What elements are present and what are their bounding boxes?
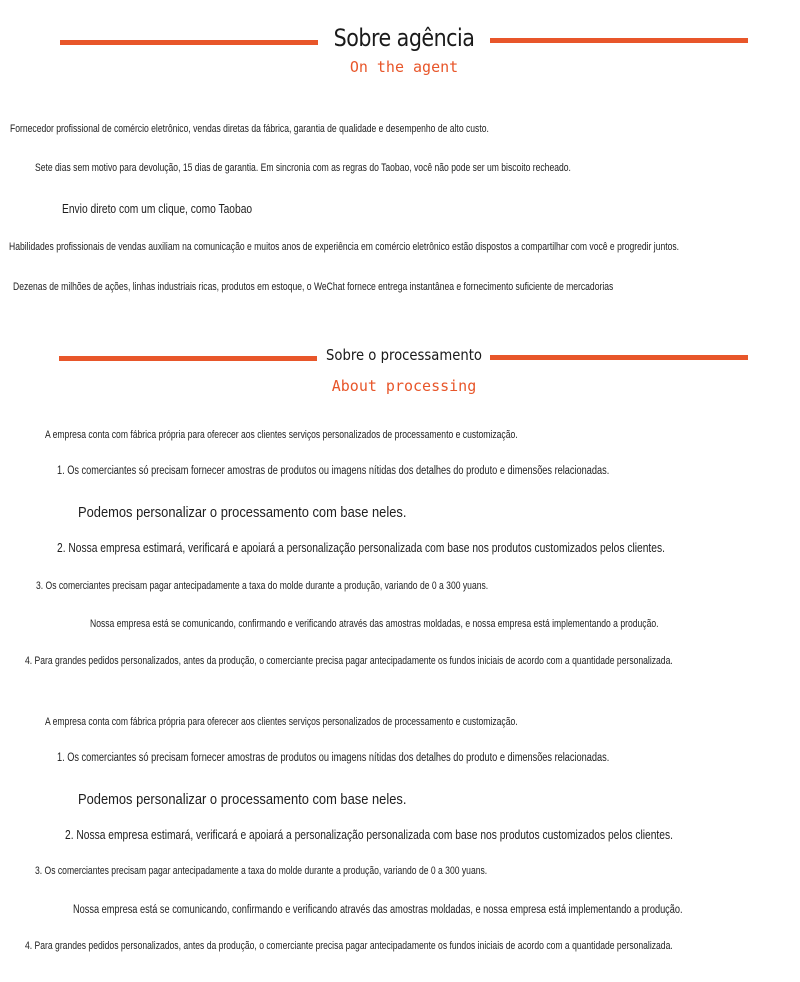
agent-line-5: Dezenas de milhões de ações, linhas industriais ricas, produtos em estoque, o WeChat fornece entrega instantânea e fornecimento suficiente de mercadorias [13,281,614,293]
processing-line: 1. Os comerciantes só precisam fornecer amostras de produtos ou imagens nítidas dos detalhes do produto e dimensões relacionadas. [57,465,610,477]
processing-line: 2. Nossa empresa estimará, verificará e apoiará a personalização personalizada com base nos produtos customizados pelos clientes. [57,541,665,555]
section-header-processing [0,330,800,400]
processing-line: Podemos personalizar o processamento com base neles. [78,791,407,808]
processing-line: Nossa empresa está se comunicando, confirmando e verificando através das amostras moldadas, e nossa empresa está implementando a produção. [73,904,683,916]
processing-line: Nossa empresa está se comunicando, confirmando e verificando através das amostras moldadas, e nossa empresa está implementando a produção. [90,618,659,630]
agent-line-2: Sete dias sem motivo para devolução, 15 dias de garantia. Em sincronia com as regras do Taobao, você não pode ser um biscoito recheado. [35,162,571,174]
agent-line-1: Fornecedor profissional de comércio eletrônico, vendas diretas da fábrica, garantia de qualidade e desempenho de alto custo. [10,123,489,135]
processing-line: 3. Os comerciantes precisam pagar antecipadamente a taxa do molde durante a produção, variando de 0 a 300 yuans. [36,580,489,592]
section-header-agent [0,0,800,90]
processing-line: A empresa conta com fábrica própria para oferecer aos clientes serviços personalizados de processamento e customização. [45,716,518,728]
processing-line: Podemos personalizar o processamento com base neles. [78,504,407,521]
section-subtitle: On the agent [349,58,459,76]
processing-line: 3. Os comerciantes precisam pagar antecipadamente a taxa do molde durante a produção, variando de 0 a 300 yuans. [35,865,488,877]
agent-line-4: Habilidades profissionais de vendas auxiliam na comunicação e muitos anos de experiência em comércio eletrônico estão dispostos a compartilhar com você e progredir juntos. [9,241,680,253]
section-title: Sobre agência [333,24,475,52]
processing-line: 4. Para grandes pedidos personalizados, antes da produção, o comerciante precisa pagar antecipadamente os fundos iniciais de acordo com a quantidade personalizada. [25,655,673,667]
processing-line: 2. Nossa empresa estimará, verificará e apoiará a personalização personalizada com base nos produtos customizados pelos clientes. [65,828,673,842]
processing-line: 4. Para grandes pedidos personalizados, antes da produção, o comerciante precisa pagar antecipadamente os fundos iniciais de acordo com a quantidade personalizada. [25,940,673,952]
agent-line-3: Envio direto com um clique, como Taobao [62,202,253,216]
processing-line: 1. Os comerciantes só precisam fornecer amostras de produtos ou imagens nítidas dos detalhes do produto e dimensões relacionadas. [57,752,610,764]
processing-line: A empresa conta com fábrica própria para oferecer aos clientes serviços personalizados de processamento e customização. [45,429,518,441]
section-subtitle: About processing [331,377,477,395]
section-title: Sobre o processamento [326,346,482,364]
